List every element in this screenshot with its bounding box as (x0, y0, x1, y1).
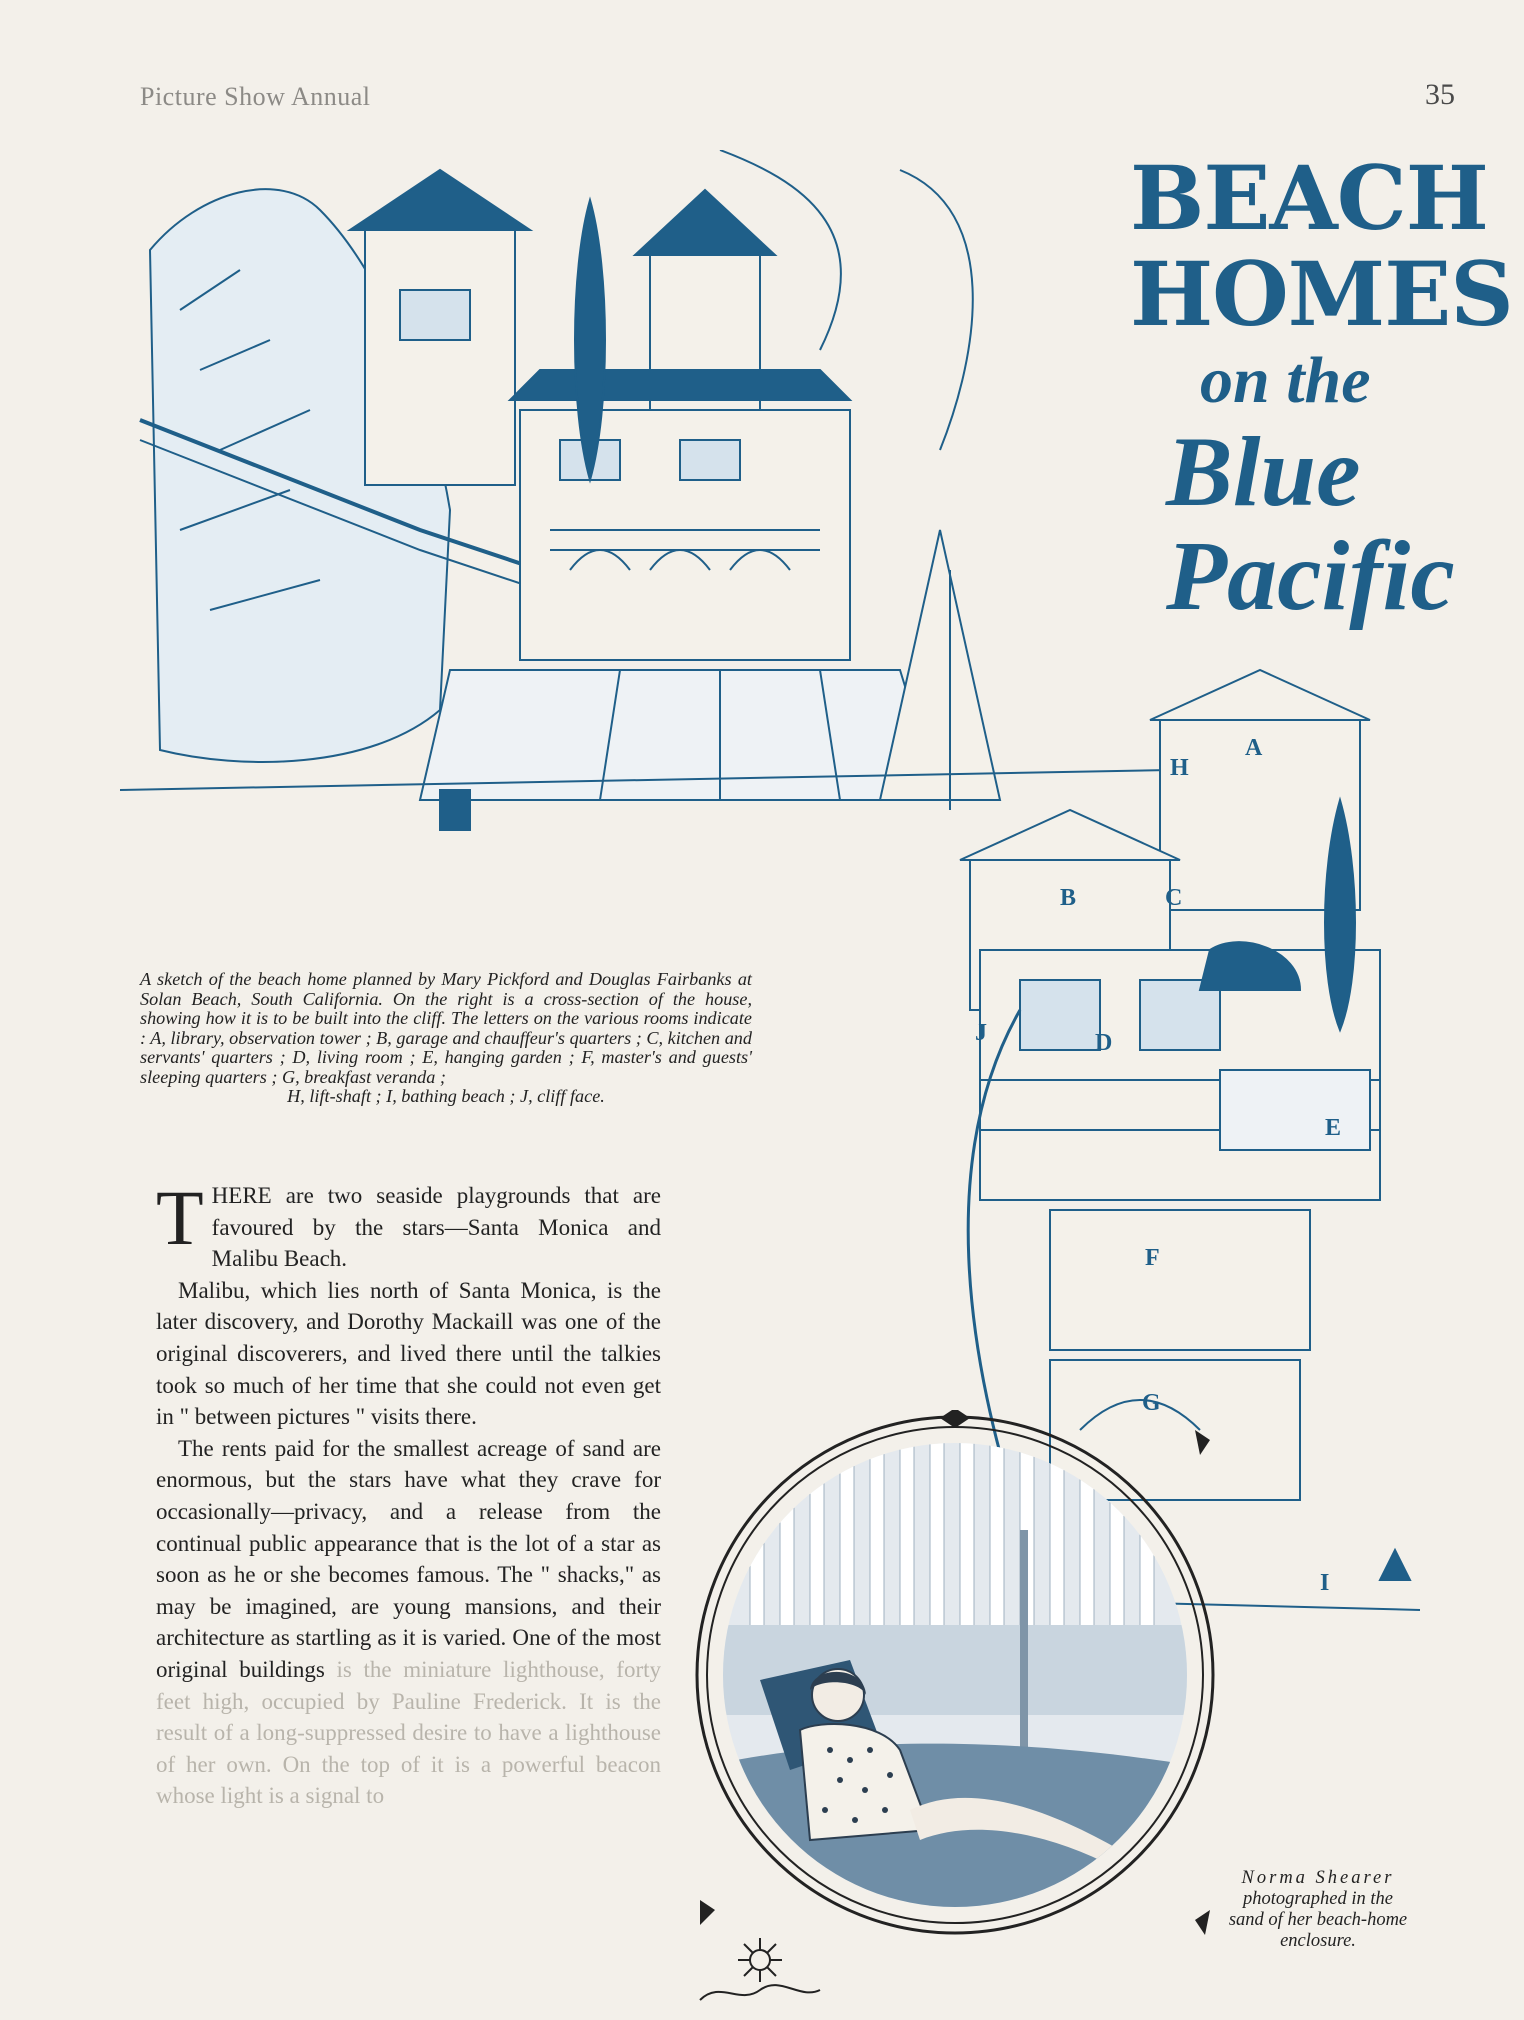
title-beach: BEACH (1130, 146, 1488, 250)
title-homes: HOMES (1130, 242, 1513, 346)
title-on-the: on the (1200, 344, 1371, 417)
sketch-caption-last-line: H, lift-shaft ; I, bathing beach ; J, cliff face. (287, 1086, 605, 1106)
photo-caption (1200, 1868, 1436, 1952)
running-head: Picture Show Annual (140, 82, 371, 111)
title-pacific: Pacific (1166, 520, 1455, 631)
paragraph-1: THERE are two seaside playgrounds that are favoured by the stars—Santa Monica and Malibu Beach. (156, 1174, 661, 1272)
title-block (1130, 146, 1513, 631)
label-h-top: H (1170, 755, 1189, 781)
flower-ornament (690, 1930, 830, 2010)
label-e: E (1325, 1115, 1342, 1141)
label-f: F (1145, 1245, 1160, 1271)
paragraph-2: Malibu, which lies north of Santa Monica, is the later discovery, and Dorothy Mackaill was one of the original discoverers, and lived there until the talkies took so much of her time that she could not even get in " between pictures " visits there. (156, 1277, 661, 1430)
label-j-top: J (975, 1020, 987, 1046)
norma-shearer-photo (690, 1410, 1220, 1940)
label-d: D (1095, 1030, 1113, 1056)
label-g: G (1142, 1390, 1161, 1416)
paragraph-3: The rents paid for the smallest acreage of sand are enormous, but the stars have what they crave for occasionally—privacy, and a release from the continual public appearance that is the lot of a star as soon as he or she becomes famous. The " shacks," as may be imagined, are young mansions, and their architecture as startling as it is varied. One of the most original buildings is the miniature lighthouse, forty feet high, occupied by Pauline Frederick. It is the result of a long-suppressed desire to have a lighthouse of her own. On the top of it is a powerful beacon whose light is a signal to (156, 1435, 661, 1809)
sketch-caption-text: A sketch of the beach home planned by Mary Pickford and Douglas Fairbanks at Solan Beach, South California. On the right is a cross-section of the house, showing how it is to be built into the cliff. The letters on the various rooms indicate : A, library, observation tower ; B, garage and chauffeur's quarters ; C, kitchen and servants' quarters ; D, living room ; E, hanging garden ; F, master's and guests' sleeping quarters ; G, breakfast veranda ; (140, 969, 752, 1087)
label-b: B (1060, 885, 1077, 911)
label-c: C (1165, 885, 1183, 911)
title-blue: Blue (1166, 416, 1361, 527)
label-a: A (1245, 735, 1263, 761)
photo-caption-line4: enclosure. (1280, 1931, 1356, 1951)
article-body (156, 1174, 661, 1812)
label-i: I (1320, 1570, 1330, 1596)
page-number: 35 (1425, 78, 1455, 111)
photo-caption-line1: Norma Shearer (1241, 1868, 1395, 1888)
sketch-caption (140, 970, 752, 1107)
faded-text: is the miniature lighthouse, forty feet high, occupied by Pauline Frederick. It is the result of a long-suppressed desire to have a lighthouse of her own. On the top of it is a powerful beacon whose light is a signal to (156, 1656, 661, 1809)
drop-cap: T (156, 1174, 204, 1261)
photo-caption-line2: photographed in the (1242, 1889, 1394, 1909)
photo-caption-line3: sand of her beach-home (1228, 1910, 1408, 1930)
